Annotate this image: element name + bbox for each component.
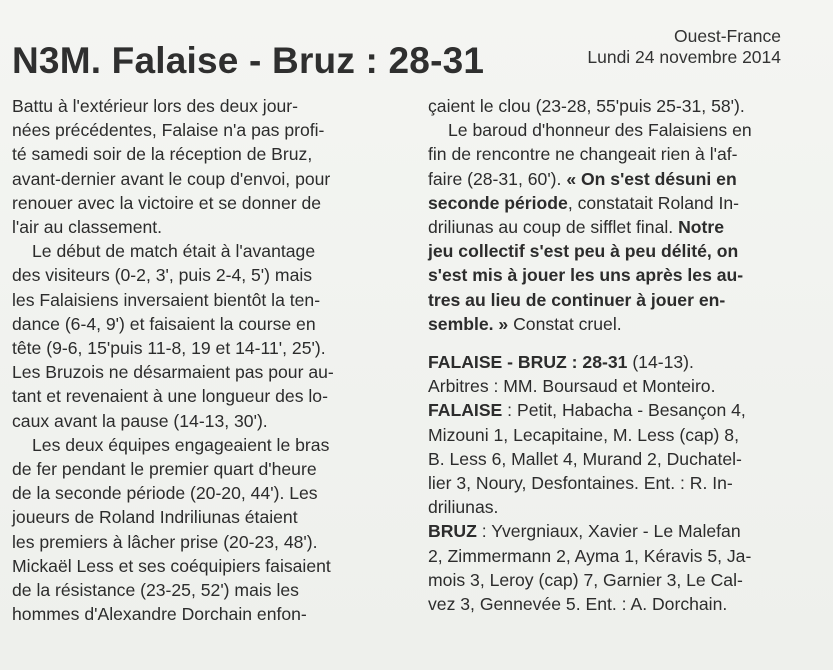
team-bruz-label: BRUZ bbox=[428, 521, 477, 542]
text-line: les premiers à lâcher prise (20-23, 48'). bbox=[12, 531, 318, 552]
text-line: Le baroud d'honneur des Falaisiens en bbox=[448, 120, 752, 141]
text-line: caux avant la pause (14-13, 30'). bbox=[12, 410, 268, 431]
text-line: çaient le clou (23-28, 55'puis 25-31, 58'). bbox=[428, 96, 745, 116]
text-line: driliunas. bbox=[428, 497, 499, 518]
text-line bbox=[428, 215, 816, 239]
headline: N3M. Falaise - Bruz : 28-31 bbox=[12, 40, 485, 81]
text-line: tête (9-6, 15'puis 11-8, 19 et 14-11', 25'). bbox=[12, 338, 326, 359]
text-line bbox=[428, 288, 816, 312]
text-line: renouer avec la victoire et se donner de bbox=[12, 192, 322, 213]
text-line: nées précédentes, Falaise n'a pas profi- bbox=[12, 120, 325, 141]
text-line bbox=[428, 167, 816, 191]
text-line: de la seconde période (20-20, 44'). Les bbox=[12, 483, 318, 504]
text-line bbox=[428, 191, 816, 215]
text-line bbox=[428, 263, 816, 287]
text-line bbox=[428, 312, 816, 336]
team-falaise-line bbox=[428, 398, 816, 422]
text-run: , constatait Roland In- bbox=[567, 192, 739, 213]
halftime-score: (14-13). bbox=[627, 352, 694, 373]
text-line: de fer pendant le premier quart d'heure bbox=[12, 459, 317, 480]
publication-date: Lundi 24 novembre 2014 bbox=[587, 47, 781, 67]
section-gap bbox=[428, 336, 816, 350]
team-falaise-label: FALAISE bbox=[428, 400, 503, 421]
text-run: : Petit, Habacha - Besançon 4, bbox=[502, 400, 746, 421]
team-bruz-line bbox=[428, 519, 816, 543]
quote-run: s'est mis à jouer les uns après les au- bbox=[428, 265, 744, 286]
text-run: Constat cruel. bbox=[508, 313, 622, 334]
text-run: : Yvergniaux, Xavier - Le Malefan bbox=[476, 521, 741, 542]
text-line: mois 3, Leroy (cap) 7, Garnier 3, Le Cal- bbox=[428, 569, 743, 590]
text-line: des visiteurs (0-2, 3', puis 2-4, 5') mais bbox=[12, 265, 313, 286]
text-line: joueurs de Roland Indriliunas étaient bbox=[12, 507, 298, 528]
text-line: Les Bruzois ne désarmaient pas pour au- bbox=[12, 362, 334, 383]
score-label: FALAISE - BRUZ : 28-31 bbox=[428, 352, 628, 373]
quote-run: tres au lieu de continuer à jouer en- bbox=[428, 289, 726, 310]
newspaper-name: Ouest-France bbox=[674, 26, 781, 46]
text-line: lier 3, Noury, Desfontaines. Ent. : R. In- bbox=[428, 473, 733, 494]
right-column bbox=[428, 94, 816, 616]
text-line: de la résistance (23-25, 52') mais les bbox=[12, 580, 299, 601]
quote-run: « On s'est désuni en bbox=[566, 168, 737, 189]
text-line: té samedi soir de la réception de Bruz, bbox=[12, 144, 313, 165]
source-box bbox=[587, 26, 781, 68]
text-line: les Falaisiens inversaient bientôt la ten- bbox=[12, 289, 321, 310]
text-line: avant-dernier avant le coup d'envoi, pour bbox=[12, 168, 331, 189]
left-column bbox=[12, 94, 400, 626]
text-line: dance (6-4, 9') et faisaient la course en bbox=[12, 313, 316, 334]
text-line: Mizouni 1, Lecapitaine, M. Less (cap) 8, bbox=[428, 424, 739, 445]
text-run: driliunas au coup de sifflet final. bbox=[428, 217, 679, 238]
text-line: l'air au classement. bbox=[12, 217, 163, 238]
quote-run: semble. » bbox=[428, 313, 509, 334]
quote-run: jeu collectif s'est peu à peu délité, on bbox=[428, 241, 739, 262]
text-line: tant et revenaient à une longueur des lo- bbox=[12, 386, 328, 407]
text-run: faire (28-31, 60'). bbox=[428, 168, 567, 189]
text-line: B. Less 6, Mallet 4, Murand 2, Duchatel- bbox=[428, 448, 742, 469]
quote-run: Notre bbox=[678, 217, 725, 238]
text-line: Battu à l'extérieur lors des deux jour- bbox=[12, 96, 298, 116]
referees-line: Arbitres : MM. Boursaud et Monteiro. bbox=[428, 376, 716, 397]
text-line bbox=[428, 239, 816, 263]
text-line: Mickaël Less et ses coéquipiers faisaient bbox=[12, 555, 331, 576]
text-line: Le début de match était à l'avantage bbox=[32, 241, 316, 262]
text-line: vez 3, Gennevée 5. Ent. : A. Dorchain. bbox=[428, 594, 728, 615]
text-line: fin de rencontre ne changeait rien à l'af- bbox=[428, 144, 738, 165]
text-line: hommes d'Alexandre Dorchain enfon- bbox=[12, 604, 307, 625]
score-line bbox=[428, 350, 816, 374]
text-line: Les deux équipes engageaient le bras bbox=[32, 434, 330, 455]
quote-run: seconde période bbox=[428, 192, 568, 213]
text-line: 2, Zimmermann 2, Ayma 1, Kéravis 5, Ja- bbox=[428, 545, 752, 566]
